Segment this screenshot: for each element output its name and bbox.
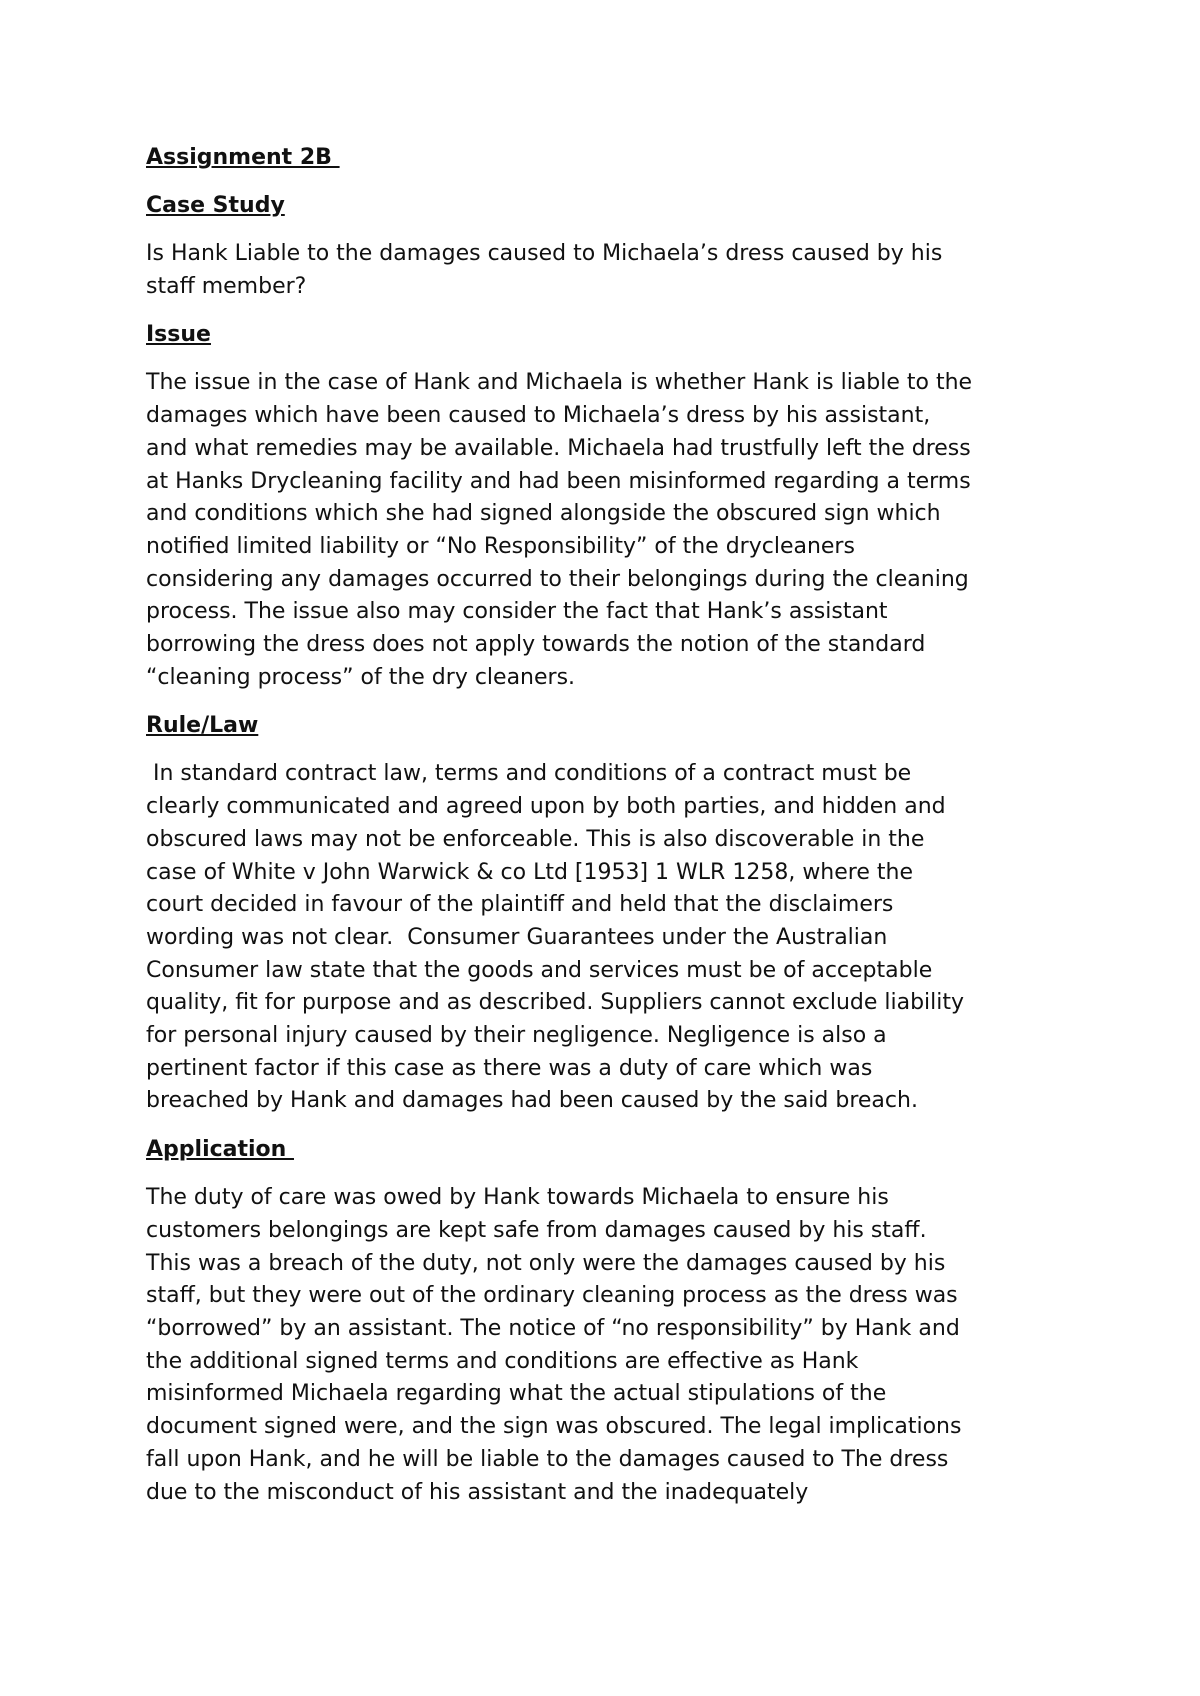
text-line: borrowing the dress does not apply towards the notion of the standard — [146, 632, 926, 658]
text-line: misinformed Michaela regarding what the actual stipulations of the — [146, 1381, 887, 1407]
text-line: at Hanks Drycleaning facility and had been misinformed regarding a terms — [146, 468, 971, 494]
text-line: due to the misconduct of his assistant and the inadequately — [146, 1479, 809, 1505]
text-line: and what remedies may be available. Michaela had trustfully left the dress — [146, 435, 971, 461]
text-line: case of White v John Warwick & co Ltd [1953] 1 WLR 1258, where the — [146, 859, 913, 885]
issue-paragraph — [146, 367, 1086, 694]
text-line: “borrowed” by an assistant. The notice of “no responsibility” by Hank and — [146, 1315, 960, 1341]
text-line: quality, fit for purpose and as described. Suppliers cannot exclude liability — [146, 990, 965, 1016]
text-line: The issue in the case of Hank and Michaela is whether Hank is liable to the — [146, 370, 973, 396]
text-line: pertinent factor if this case as there was a duty of care which was — [146, 1055, 873, 1081]
case-study-heading: Case Study — [146, 193, 285, 218]
text-line: This was a breach of the duty, not only were the damages caused by his — [146, 1250, 946, 1276]
text-line: process. The issue also may consider the fact that Hank’s assistant — [146, 599, 888, 625]
text-line: staff member? — [146, 273, 307, 299]
text-line: and conditions which she had signed alongside the obscured sign which — [146, 501, 941, 527]
application-heading: Application — [146, 1137, 294, 1163]
text-line: fall upon Hank, and he will be liable to the damages caused to The dress — [146, 1446, 949, 1472]
text-line: customers belongings are kept safe from damages caused by his staff. — [146, 1217, 927, 1243]
text-line: the additional signed terms and conditions are effective as Hank — [146, 1348, 859, 1374]
text-line: considering any damages occurred to their belongings during the cleaning — [146, 566, 969, 592]
text-line: notified limited liability or “No Responsibility” of the drycleaners — [146, 533, 855, 559]
text-line: wording was not clear. Consumer Guarantees under the Australian — [146, 924, 888, 950]
rule-law-paragraph — [146, 758, 1086, 1118]
text-line: clearly communicated and agreed upon by both parties, and hidden and — [146, 794, 946, 820]
text-line: staff, but they were out of the ordinary cleaning process as the dress was — [146, 1283, 958, 1309]
text-line: Consumer law state that the goods and services must be of acceptable — [146, 957, 933, 983]
question-paragraph — [146, 238, 1086, 303]
text-line: document signed were, and the sign was obscured. The legal implications — [146, 1414, 962, 1440]
text-line: breached by Hank and damages had been caused by the said breach. — [146, 1088, 918, 1114]
text-line: obscured laws may not be enforceable. This is also discoverable in the — [146, 826, 925, 852]
document-page — [146, 142, 1086, 1525]
text-line: court decided in favour of the plaintiff and held that the disclaimers — [146, 892, 894, 918]
text-line: The duty of care was owed by Hank towards Michaela to ensure his — [146, 1185, 889, 1211]
text-line: “cleaning process” of the dry cleaners. — [146, 664, 576, 690]
text-line: Is Hank Liable to the damages caused to Michaela’s dress caused by his — [146, 241, 943, 266]
text-line: In standard contract law, terms and conditions of a contract must be — [146, 761, 912, 787]
rule-law-heading: Rule/Law — [146, 713, 259, 739]
application-paragraph — [146, 1182, 1086, 1509]
text-line: for personal injury caused by their negligence. Negligence is also a — [146, 1023, 887, 1049]
assignment-title: Assignment 2B — [146, 145, 340, 170]
issue-heading: Issue — [146, 322, 211, 348]
text-line: damages which have been caused to Michaela’s dress by his assistant, — [146, 403, 931, 429]
